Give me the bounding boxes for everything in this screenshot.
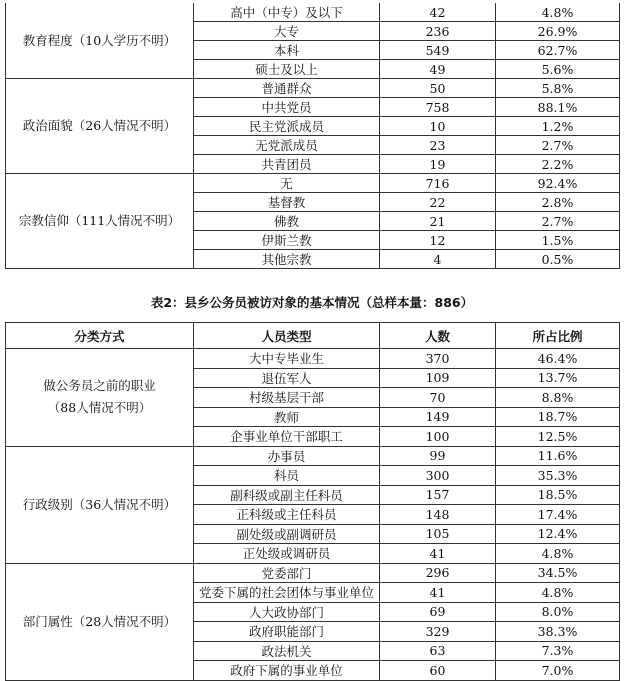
count-cell: 50 xyxy=(380,79,496,98)
percent-cell: 4.8% xyxy=(496,583,620,603)
table-1-continued xyxy=(5,3,620,269)
type-cell: 伊斯兰教 xyxy=(194,231,380,250)
table-row xyxy=(6,563,620,583)
count-cell: 758 xyxy=(380,98,496,117)
count-cell: 236 xyxy=(380,22,496,41)
type-cell: 共青团员 xyxy=(194,155,380,174)
count-cell: 4 xyxy=(380,250,496,269)
count-cell: 296 xyxy=(380,563,496,583)
count-cell: 716 xyxy=(380,174,496,193)
percent-cell: 26.9% xyxy=(496,22,620,41)
percent-cell: 2.7% xyxy=(496,212,620,231)
type-cell: 政府下属的事业单位 xyxy=(194,661,380,681)
percent-cell: 1.2% xyxy=(496,117,620,136)
type-cell: 科员 xyxy=(194,466,380,486)
type-cell: 副科级或副主任科员 xyxy=(194,485,380,505)
category-label: 做公务员之前的职业 xyxy=(43,378,156,394)
category-label: 行政级别（36人情况不明） xyxy=(22,496,177,512)
count-cell: 99 xyxy=(380,446,496,466)
count-cell: 41 xyxy=(380,544,496,564)
category-cell: 教育程度（10人学历不明） xyxy=(6,3,194,79)
category-cell xyxy=(6,446,194,563)
table-row xyxy=(6,174,620,193)
percent-cell: 18.5% xyxy=(496,485,620,505)
type-cell: 企事业单位干部职工 xyxy=(194,427,380,447)
type-cell: 教师 xyxy=(194,407,380,427)
category-cell xyxy=(6,349,194,447)
percent-cell: 7.3% xyxy=(496,641,620,661)
count-cell: 100 xyxy=(380,427,496,447)
table-row xyxy=(6,446,620,466)
category-cell xyxy=(6,563,194,680)
percent-cell: 12.4% xyxy=(496,524,620,544)
percent-cell: 1.5% xyxy=(496,231,620,250)
table-row xyxy=(6,3,620,22)
percent-cell: 4.8% xyxy=(496,3,620,22)
percent-cell: 2.7% xyxy=(496,136,620,155)
percent-cell: 2.8% xyxy=(496,193,620,212)
count-cell: 105 xyxy=(380,524,496,544)
header-category: 分类方式 xyxy=(6,323,194,349)
type-cell: 无 xyxy=(194,174,380,193)
count-cell: 69 xyxy=(380,602,496,622)
type-cell: 中共党员 xyxy=(194,98,380,117)
percent-cell: 8.0% xyxy=(496,602,620,622)
percent-cell: 8.8% xyxy=(496,388,620,408)
table-2-body xyxy=(6,349,620,681)
type-cell: 民主党派成员 xyxy=(194,117,380,136)
type-cell: 普通群众 xyxy=(194,79,380,98)
type-cell: 政府职能部门 xyxy=(194,622,380,642)
type-cell: 其他宗教 xyxy=(194,250,380,269)
percent-cell: 46.4% xyxy=(496,349,620,369)
percent-cell: 5.6% xyxy=(496,60,620,79)
table-1-body xyxy=(6,3,620,269)
percent-cell: 17.4% xyxy=(496,505,620,525)
count-cell: 21 xyxy=(380,212,496,231)
type-cell: 党委下属的社会团体与事业单位 xyxy=(194,583,380,603)
count-cell: 148 xyxy=(380,505,496,525)
percent-cell: 18.7% xyxy=(496,407,620,427)
count-cell: 60 xyxy=(380,661,496,681)
table-row xyxy=(6,349,620,369)
header-type: 人员类型 xyxy=(194,323,380,349)
percent-cell: 13.7% xyxy=(496,368,620,388)
percent-cell: 38.3% xyxy=(496,622,620,642)
header-count: 人数 xyxy=(380,323,496,349)
table-2-header-row xyxy=(6,323,620,349)
type-cell: 硕士及以上 xyxy=(194,60,380,79)
category-cell: 宗教信仰（111人情况不明） xyxy=(6,174,194,269)
type-cell: 退伍军人 xyxy=(194,368,380,388)
percent-cell: 11.6% xyxy=(496,446,620,466)
table-2 xyxy=(5,322,620,681)
percent-cell: 34.5% xyxy=(496,563,620,583)
count-cell: 329 xyxy=(380,622,496,642)
count-cell: 49 xyxy=(380,60,496,79)
type-cell: 党委部门 xyxy=(194,563,380,583)
percent-cell: 2.2% xyxy=(496,155,620,174)
percent-cell: 92.4% xyxy=(496,174,620,193)
percent-cell: 62.7% xyxy=(496,41,620,60)
count-cell: 300 xyxy=(380,466,496,486)
category-label: 部门属性（28人情况不明） xyxy=(22,613,177,629)
count-cell: 370 xyxy=(380,349,496,369)
count-cell: 157 xyxy=(380,485,496,505)
header-percent: 所占比例 xyxy=(496,323,620,349)
percent-cell: 7.0% xyxy=(496,661,620,681)
count-cell: 23 xyxy=(380,136,496,155)
type-cell: 正处级或调研员 xyxy=(194,544,380,564)
count-cell: 149 xyxy=(380,407,496,427)
type-cell: 副处级或副调研员 xyxy=(194,524,380,544)
type-cell: 政法机关 xyxy=(194,641,380,661)
type-cell: 人大政协部门 xyxy=(194,602,380,622)
count-cell: 109 xyxy=(380,368,496,388)
category-note: （88人情况不明） xyxy=(47,400,152,416)
type-cell: 大中专毕业生 xyxy=(194,349,380,369)
type-cell: 无党派成员 xyxy=(194,136,380,155)
type-cell: 正科级或主任科员 xyxy=(194,505,380,525)
count-cell: 19 xyxy=(380,155,496,174)
count-cell: 42 xyxy=(380,3,496,22)
percent-cell: 12.5% xyxy=(496,427,620,447)
percent-cell: 4.8% xyxy=(496,544,620,564)
count-cell: 10 xyxy=(380,117,496,136)
category-cell: 政治面貌（26人情况不明） xyxy=(6,79,194,174)
type-cell: 大专 xyxy=(194,22,380,41)
type-cell: 本科 xyxy=(194,41,380,60)
type-cell: 高中（中专）及以下 xyxy=(194,3,380,22)
table-2-caption: 表2：县乡公务员被访对象的基本情况（总样本量：886） xyxy=(150,295,474,310)
percent-cell: 5.8% xyxy=(496,79,620,98)
count-cell: 22 xyxy=(380,193,496,212)
percent-cell: 0.5% xyxy=(496,250,620,269)
percent-cell: 88.1% xyxy=(496,98,620,117)
percent-cell: 35.3% xyxy=(496,466,620,486)
count-cell: 63 xyxy=(380,641,496,661)
table-row xyxy=(6,79,620,98)
count-cell: 12 xyxy=(380,231,496,250)
type-cell: 办事员 xyxy=(194,446,380,466)
count-cell: 70 xyxy=(380,388,496,408)
count-cell: 41 xyxy=(380,583,496,603)
type-cell: 佛教 xyxy=(194,212,380,231)
type-cell: 基督教 xyxy=(194,193,380,212)
type-cell: 村级基层干部 xyxy=(194,388,380,408)
count-cell: 549 xyxy=(380,41,496,60)
